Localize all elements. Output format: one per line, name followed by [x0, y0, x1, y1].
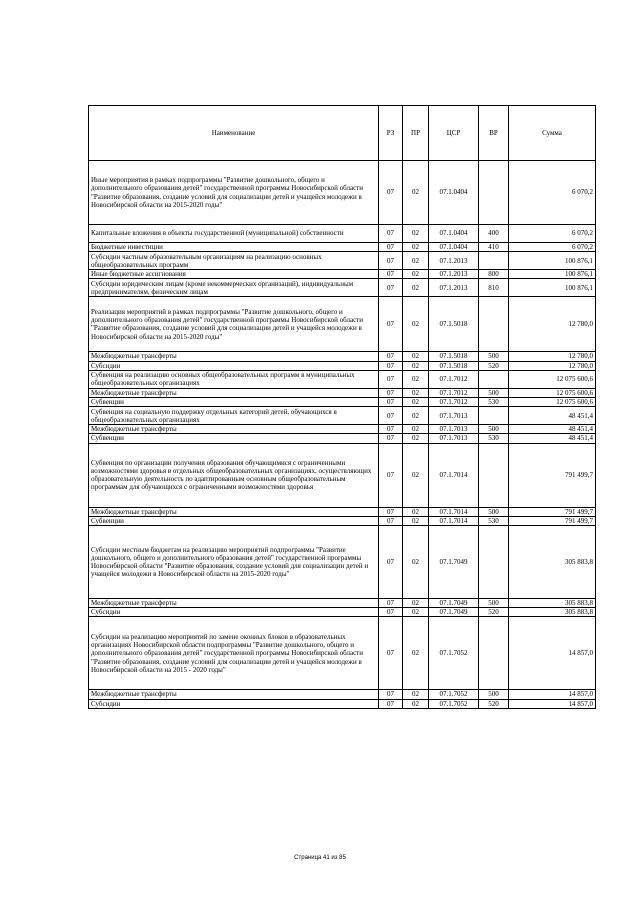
header-name: Наименование [89, 106, 379, 161]
table-body [89, 161, 596, 709]
cell-vr: 520 [479, 699, 509, 708]
cell-sum: 6 070,2 [509, 161, 596, 225]
cell-name: Иные бюджетные ассигнования [89, 270, 379, 279]
cell-name: Субсидии местным бюджетам на реализацию мероприятий подпрограммы "Развитие дошкольного, общего и дополнительного образования детей" государственной программы Новосибирской области "Развитие образования, создание условий для социализации детей и учащейся молодежи в Новосибирской области на 2015-2020 годы" [89, 526, 379, 599]
cell-rz: 07 [379, 361, 403, 370]
cell-vr [479, 252, 509, 270]
cell-vr: 500 [479, 352, 509, 361]
cell-name: Реализация мероприятий в рамках подпрограммы "Развитие дошкольного, общего и дополнительного образования детей" государственной программы Новосибирской области "Развитие образования, создание условий для социализации детей и учащейся молодежи в Новосибирской области на 2015-2020 годы" [89, 297, 379, 352]
cell-vr [479, 443, 509, 507]
cell-pr: 02 [403, 243, 429, 252]
cell-pr: 02 [403, 507, 429, 516]
cell-name: Капитальные вложения в объекты государственной (муниципальной) собственности [89, 225, 379, 243]
cell-pr: 02 [403, 425, 429, 434]
cell-rz: 07 [379, 297, 403, 352]
cell-pr: 02 [403, 516, 429, 525]
cell-rz: 07 [379, 526, 403, 599]
cell-sum: 12 780,0 [509, 361, 596, 370]
table-row [89, 699, 596, 708]
cell-sum: 12 780,0 [509, 297, 596, 352]
table-row [89, 370, 596, 388]
cell-vr: 530 [479, 398, 509, 407]
table-row [89, 279, 596, 297]
cell-name: Межбюджетные трансферты [89, 507, 379, 516]
cell-name: Субсидии юридическим лицам (кроме некоммерческих организаций), индивидуальным предпринимателям, физическим лицам [89, 279, 379, 297]
cell-csr: 07.1.7052 [429, 690, 479, 699]
cell-name: Межбюджетные трансферты [89, 690, 379, 699]
cell-rz: 07 [379, 161, 403, 225]
cell-vr: 520 [479, 608, 509, 617]
cell-name: Межбюджетные трансферты [89, 352, 379, 361]
cell-sum: 14 857,0 [509, 690, 596, 699]
cell-sum: 14 857,0 [509, 617, 596, 690]
table-row [89, 243, 596, 252]
cell-sum: 12 075 600,6 [509, 388, 596, 397]
cell-csr: 07.1.0404 [429, 161, 479, 225]
header-rz: РЗ [379, 106, 403, 161]
cell-sum: 6 070,2 [509, 243, 596, 252]
cell-csr: 07.1.7013 [429, 434, 479, 443]
cell-sum: 100 876,1 [509, 252, 596, 270]
cell-csr: 07.1.5018 [429, 297, 479, 352]
cell-sum: 6 070,2 [509, 225, 596, 243]
cell-vr [479, 617, 509, 690]
cell-name: Бюджетные инвестиции [89, 243, 379, 252]
budget-table [88, 105, 596, 709]
cell-rz: 07 [379, 516, 403, 525]
table-header-row [89, 106, 596, 161]
cell-rz: 07 [379, 225, 403, 243]
cell-vr: 530 [479, 516, 509, 525]
table-row [89, 252, 596, 270]
cell-rz: 07 [379, 352, 403, 361]
cell-csr: 07.1.7013 [429, 407, 479, 425]
cell-csr: 07.1.7012 [429, 370, 479, 388]
cell-vr: 500 [479, 507, 509, 516]
table-row [89, 608, 596, 617]
cell-name: Субвенция на реализацию основных общеобразовательных программ в муниципальных общеобразовательных организациях [89, 370, 379, 388]
cell-sum: 305 883,8 [509, 608, 596, 617]
cell-name: Субсидии на реализацию мероприятий по замене оконных блоков в образовательных организациях Новосибирской области подпрограммы "Развитие дошкольного, общего и дополнительного образования детей" государственной программы Новосибирской области "Развитие образования, создание условий для социализации детей и учащейся молодежи в Новосибирской области на 2015 - 2020 годы" [89, 617, 379, 690]
cell-pr: 02 [403, 388, 429, 397]
table-row [89, 398, 596, 407]
cell-rz: 07 [379, 617, 403, 690]
cell-sum: 305 883,8 [509, 526, 596, 599]
cell-csr: 07.1.7014 [429, 507, 479, 516]
table-row [89, 617, 596, 690]
cell-vr: 810 [479, 279, 509, 297]
cell-vr: 500 [479, 425, 509, 434]
cell-sum: 12 780,0 [509, 352, 596, 361]
cell-csr: 07.1.5018 [429, 352, 479, 361]
cell-csr: 07.1.5018 [429, 361, 479, 370]
cell-name: Межбюджетные трансферты [89, 388, 379, 397]
table-row [89, 225, 596, 243]
table-row [89, 297, 596, 352]
cell-sum: 48 451,4 [509, 425, 596, 434]
cell-sum: 791 499,7 [509, 443, 596, 507]
cell-csr: 07.1.7049 [429, 599, 479, 608]
cell-vr: 500 [479, 690, 509, 699]
cell-csr: 07.1.7014 [429, 443, 479, 507]
cell-rz: 07 [379, 690, 403, 699]
table-row [89, 507, 596, 516]
cell-sum: 305 883,8 [509, 599, 596, 608]
cell-pr: 02 [403, 361, 429, 370]
cell-rz: 07 [379, 699, 403, 708]
table-row [89, 599, 596, 608]
cell-rz: 07 [379, 407, 403, 425]
cell-csr: 07.1.2013 [429, 279, 479, 297]
table-row [89, 434, 596, 443]
cell-rz: 07 [379, 279, 403, 297]
cell-vr: 520 [479, 361, 509, 370]
cell-vr: 500 [479, 388, 509, 397]
cell-pr: 02 [403, 370, 429, 388]
cell-sum: 791 499,7 [509, 516, 596, 525]
cell-sum: 100 876,1 [509, 279, 596, 297]
cell-csr: 07.1.7049 [429, 526, 479, 599]
cell-csr: 07.1.7014 [429, 516, 479, 525]
cell-pr: 02 [403, 443, 429, 507]
cell-rz: 07 [379, 270, 403, 279]
table-row [89, 388, 596, 397]
cell-pr: 02 [403, 352, 429, 361]
cell-rz: 07 [379, 599, 403, 608]
cell-name: Межбюджетные трансферты [89, 425, 379, 434]
cell-sum: 12 075 600,6 [509, 370, 596, 388]
cell-pr: 02 [403, 279, 429, 297]
cell-name: Субвенции [89, 516, 379, 525]
cell-name: Субсидии [89, 699, 379, 708]
cell-rz: 07 [379, 425, 403, 434]
cell-vr: 800 [479, 270, 509, 279]
header-sum: Сумма [509, 106, 596, 161]
cell-csr: 07.1.7012 [429, 398, 479, 407]
cell-pr: 02 [403, 599, 429, 608]
cell-sum: 14 857,0 [509, 699, 596, 708]
cell-csr: 07.1.0404 [429, 243, 479, 252]
cell-rz: 07 [379, 398, 403, 407]
cell-pr: 02 [403, 617, 429, 690]
table-row [89, 526, 596, 599]
cell-csr: 07.1.7013 [429, 425, 479, 434]
cell-name: Субвенция на социальную поддержку отдельных категорий детей, обучающихся в общеобразовательных организациях [89, 407, 379, 425]
cell-vr [479, 370, 509, 388]
cell-vr: 530 [479, 434, 509, 443]
cell-vr [479, 297, 509, 352]
cell-pr: 02 [403, 161, 429, 225]
cell-pr: 02 [403, 297, 429, 352]
cell-rz: 07 [379, 243, 403, 252]
header-csr: ЦСР [429, 106, 479, 161]
header-pr: ПР [403, 106, 429, 161]
cell-csr: 07.1.2013 [429, 270, 479, 279]
cell-pr: 02 [403, 526, 429, 599]
table-row [89, 161, 596, 225]
cell-rz: 07 [379, 370, 403, 388]
cell-name: Субвенции [89, 398, 379, 407]
page-number: Страница 41 из 85 [294, 855, 346, 861]
cell-sum: 48 451,4 [509, 407, 596, 425]
cell-pr: 02 [403, 699, 429, 708]
table-row [89, 407, 596, 425]
cell-rz: 07 [379, 507, 403, 516]
table-row [89, 425, 596, 434]
cell-rz: 07 [379, 388, 403, 397]
cell-vr: 410 [479, 243, 509, 252]
table-row [89, 270, 596, 279]
cell-sum: 791 499,7 [509, 507, 596, 516]
cell-rz: 07 [379, 443, 403, 507]
table-row [89, 361, 596, 370]
cell-sum: 48 451,4 [509, 434, 596, 443]
cell-csr: 07.1.0404 [429, 225, 479, 243]
table-row [89, 516, 596, 525]
cell-rz: 07 [379, 608, 403, 617]
header-vr: ВР [479, 106, 509, 161]
cell-pr: 02 [403, 608, 429, 617]
cell-csr: 07.1.7049 [429, 608, 479, 617]
cell-name: Субвенция по организации получения образования обучающимися с ограниченными возможностями здоровья в отдельных общеобразовательных организациях, осуществляющих образовательную деятельность по адаптированным основным общеобразовательным программам для обучающихся с ограниченными возможностями здоровья [89, 443, 379, 507]
cell-csr: 07.1.2013 [429, 252, 479, 270]
cell-name: Субсидии [89, 361, 379, 370]
cell-name: Межбюджетные трансферты [89, 599, 379, 608]
table-row [89, 352, 596, 361]
cell-name: Субсидии частным образовательным организациям на реализацию основных общеобразовательных программ [89, 252, 379, 270]
cell-vr [479, 526, 509, 599]
cell-vr [479, 161, 509, 225]
cell-name: Субсидии [89, 608, 379, 617]
cell-pr: 02 [403, 225, 429, 243]
table-row [89, 690, 596, 699]
cell-pr: 02 [403, 270, 429, 279]
cell-pr: 02 [403, 434, 429, 443]
cell-pr: 02 [403, 407, 429, 425]
cell-vr [479, 407, 509, 425]
cell-name: Иные мероприятия в рамках подпрограммы "Развитие дошкольного, общего и дополнительного образования детей" государственной программы Новосибирской области "Развитие образования, создание условий для социализации детей и учащейся молодежи в Новосибирской области на 2015-2020 годы" [89, 161, 379, 225]
cell-csr: 07.1.7052 [429, 617, 479, 690]
cell-pr: 02 [403, 690, 429, 699]
table-row [89, 443, 596, 507]
cell-rz: 07 [379, 434, 403, 443]
cell-csr: 07.1.7052 [429, 699, 479, 708]
cell-sum: 100 876,1 [509, 270, 596, 279]
cell-rz: 07 [379, 252, 403, 270]
cell-csr: 07.1.7012 [429, 388, 479, 397]
cell-pr: 02 [403, 398, 429, 407]
cell-vr: 500 [479, 599, 509, 608]
cell-vr: 400 [479, 225, 509, 243]
cell-name: Субвенции [89, 434, 379, 443]
cell-sum: 12 075 600,6 [509, 398, 596, 407]
cell-pr: 02 [403, 252, 429, 270]
